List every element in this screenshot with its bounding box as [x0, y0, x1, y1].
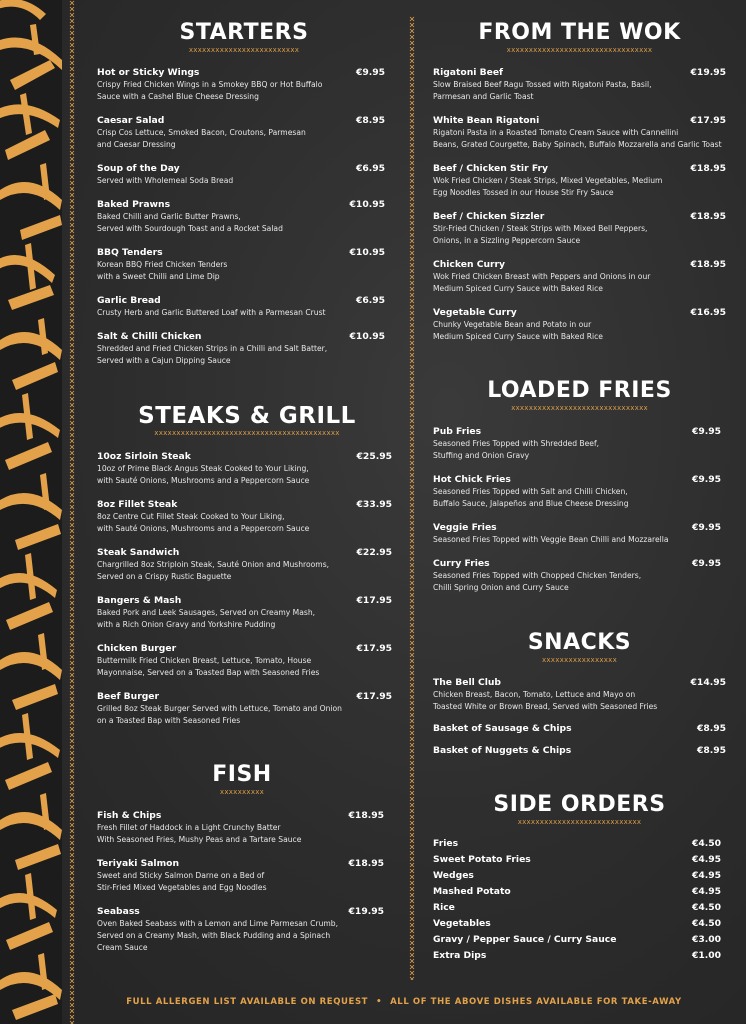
item-price: €18.95: [690, 259, 726, 270]
item-name: Chicken Curry: [433, 259, 506, 270]
steaks-section: [97, 403, 397, 438]
side-order-item: [433, 886, 721, 898]
item-price: €10.95: [349, 331, 385, 342]
menu-item: [97, 858, 384, 894]
item-name: 10oz Sirloin Steak: [97, 451, 191, 462]
item-name: Bangers & Mash: [97, 595, 182, 606]
item-description: Crisp Cos Lettuce, Smoked Bacon, Croutons, Parmesan and Caesar Dressing: [97, 128, 306, 149]
item-description: Stir-Fried Chicken / Steak Strips with Mixed Bell Peppers, Onions, in a Sizzling Peppercorn Sauce: [433, 224, 648, 245]
menu-item: [97, 199, 385, 235]
item-description: Baked Pork and Leek Sausages, Served on Creamy Mash, with a Rich Onion Gravy and Yorkshire Pudding: [97, 608, 316, 629]
menu-item: [97, 643, 392, 679]
item-name: Fries: [433, 838, 459, 849]
item-price: €4.95: [691, 854, 721, 865]
item-name: Salt & Chilli Chicken: [97, 331, 202, 342]
side-orders-section: [433, 792, 726, 827]
title-underline: xxxxxxxxxx: [219, 788, 265, 796]
item-name: The Bell Club: [433, 677, 501, 688]
item-price: €10.95: [349, 247, 385, 258]
menu-item: [97, 295, 385, 319]
menu-item: [97, 115, 385, 151]
side-order-item: [433, 870, 721, 882]
item-name: Garlic Bread: [97, 295, 161, 306]
item-price: €9.95: [691, 474, 721, 485]
fish-section: [97, 762, 387, 797]
menu-item: [97, 247, 385, 283]
item-price: €19.95: [348, 906, 384, 917]
starters-section: [97, 20, 391, 55]
menu-item: [433, 522, 721, 546]
item-price: €4.50: [691, 838, 721, 849]
item-name: Vegetables: [433, 918, 491, 929]
section-title: SNACKS: [527, 630, 632, 655]
item-price: €16.95: [690, 307, 726, 318]
item-description: 8oz Centre Cut Fillet Steak Cooked to Your Liking, with Sauté Onions, Mushrooms and a Peppercorn Sauce: [97, 512, 310, 533]
item-name: Veggie Fries: [433, 522, 497, 533]
item-description: Baked Chilli and Garlic Butter Prawns, Served with Sourdough Toast and a Rocket Salad: [97, 212, 283, 233]
menu-item: [433, 211, 726, 247]
item-name: Curry Fries: [433, 558, 490, 569]
item-description: Seasoned Fries Topped with Veggie Bean Chilli and Mozzarella: [433, 535, 669, 544]
item-price: €14.95: [690, 677, 726, 688]
menu-item: [433, 67, 726, 103]
tribal-pattern-border: [0, 0, 62, 1024]
footer-allergen-text: FULL ALLERGEN LIST AVAILABLE ON REQUEST: [126, 997, 369, 1007]
item-price: €18.95: [690, 211, 726, 222]
item-price: €4.95: [691, 870, 721, 881]
item-name: BBQ Tenders: [97, 247, 163, 258]
item-name: Baked Prawns: [97, 199, 171, 210]
item-description: Wok Fried Chicken Breast with Peppers and Onions in our Medium Spiced Curry Sauce with Baked Rice: [433, 272, 651, 293]
item-name: Beef / Chicken Sizzler: [433, 211, 545, 222]
menu-item: [433, 677, 726, 713]
item-name: Teriyaki Salmon: [97, 858, 179, 869]
item-name: Wedges: [433, 870, 474, 881]
item-description: Wok Fried Chicken / Steak Strips, Mixed Vegetables, Medium Egg Noodles Tossed in our House Stir Fry Sauce: [433, 176, 663, 197]
title-underline: xxxxxxxxxxxxxxxxxxxxxxxxxxxxxxxxx: [506, 46, 653, 54]
footer-separator: •: [376, 997, 383, 1007]
menu-item: [433, 745, 726, 757]
item-price: €3.00: [691, 934, 721, 945]
side-order-item: [433, 854, 721, 866]
item-description: Served with Wholemeal Soda Bread: [97, 176, 234, 185]
item-price: €4.95: [691, 886, 721, 897]
item-description: Rigatoni Pasta in a Roasted Tomato Cream Sauce with Cannellini Beans, Grated Courgette, Baby Spinach, Buffalo Mozzarella and Garlic Toast: [433, 128, 722, 149]
menu-item: [97, 163, 385, 187]
menu-item: [97, 547, 392, 583]
item-name: Steak Sandwich: [97, 547, 180, 558]
side-order-item: [433, 918, 721, 930]
menu-item: [97, 906, 384, 954]
item-description: Crusty Herb and Garlic Buttered Loaf with a Parmesan Crust: [97, 308, 326, 317]
item-name: White Bean Rigatoni: [433, 115, 540, 126]
title-underline: xxxxxxxxxxxxxxxxx: [541, 656, 618, 664]
footer-takeaway-text: ALL OF THE ABOVE DISHES AVAILABLE FOR TAKE-AWAY: [390, 997, 682, 1007]
menu-item: [433, 723, 726, 735]
section-title: FISH: [212, 762, 272, 787]
item-name: Gravy / Pepper Sauce / Curry Sauce: [433, 934, 617, 945]
menu-item: [97, 451, 392, 487]
item-price: €4.50: [691, 918, 721, 929]
item-description: Crispy Fried Chicken Wings in a Smokey BBQ or Hot Buffalo Sauce with a Cashel Blue Cheese Dressing: [97, 80, 323, 101]
item-price: €18.95: [690, 163, 726, 174]
title-underline: xxxxxxxxxxxxxxxxxxxxxxxxxxxx: [517, 818, 642, 826]
item-price: €17.95: [356, 691, 392, 702]
item-price: €8.95: [696, 723, 726, 734]
item-price: €25.95: [356, 451, 392, 462]
loaded-fries-section: [433, 378, 726, 413]
section-title: STEAKS & GRILL: [138, 403, 356, 429]
item-description: Korean BBQ Fried Chicken Tenders with a Sweet Chilli and Lime Dip: [97, 260, 228, 281]
item-name: Sweet Potato Fries: [433, 854, 531, 865]
item-name: Basket of Nuggets & Chips: [433, 745, 572, 756]
left-x-divider: [69, 0, 75, 1024]
item-price: €9.95: [355, 67, 385, 78]
item-name: Beef / Chicken Stir Fry: [433, 163, 549, 174]
item-name: Beef Burger: [97, 691, 160, 702]
menu-item: [433, 259, 726, 295]
item-description: Slow Braised Beef Ragu Tossed with Rigatoni Pasta, Basil, Parmesan and Garlic Toast: [433, 80, 652, 101]
menu-item: [433, 115, 726, 151]
item-description: Chicken Breast, Bacon, Tomato, Lettuce and Mayo on Toasted White or Brown Bread, Served with Seasoned Fries: [433, 690, 658, 711]
title-underline: xxxxxxxxxxxxxxxxxxxxxxxxxxxxxxx: [511, 404, 648, 412]
menu-item: [97, 331, 385, 367]
menu-item: [97, 810, 384, 846]
item-name: Basket of Sausage & Chips: [433, 723, 572, 734]
item-price: €17.95: [356, 643, 392, 654]
section-title: SIDE ORDERS: [493, 792, 666, 817]
menu-item: [97, 67, 385, 103]
item-price: €8.95: [355, 115, 385, 126]
item-price: €6.95: [355, 295, 385, 306]
item-description: Seasoned Fries Topped with Shredded Beef, Stuffing and Onion Gravy: [433, 439, 600, 460]
item-price: €17.95: [690, 115, 726, 126]
side-order-item: [433, 934, 721, 946]
item-price: €6.95: [355, 163, 385, 174]
item-price: €4.50: [691, 902, 721, 913]
item-description: 10oz of Prime Black Angus Steak Cooked to Your Liking, with Sauté Onions, Mushrooms and a Peppercorn Sauce: [97, 464, 310, 485]
wok-section: [433, 20, 726, 55]
side-order-item: [433, 950, 721, 962]
menu-item: [433, 426, 721, 462]
item-description: Chargrilled 8oz Striploin Steak, Sauté Onion and Mushrooms, Served on a Crispy Rustic Baguette: [97, 560, 330, 581]
section-title: STARTERS: [179, 20, 309, 45]
menu-item: [433, 307, 726, 343]
item-description: Seasoned Fries Topped with Chopped Chicken Tenders, Chilli Spring Onion and Curry Sauce: [433, 571, 642, 592]
item-price: €9.95: [691, 522, 721, 533]
menu-item: [97, 499, 392, 535]
title-underline: xxxxxxxxxxxxxxxxxxxxxxxxx: [188, 46, 300, 54]
item-description: Chunky Vegetable Bean and Potato in our Medium Spiced Curry Sauce with Baked Rice: [433, 320, 603, 341]
item-name: Caesar Salad: [97, 115, 165, 126]
item-price: €18.95: [348, 858, 384, 869]
item-description: Oven Baked Seabass with a Lemon and Lime Parmesan Crumb, Served on a Creamy Mash, with Black Pudding and a Spinach Cream Sauce: [97, 919, 339, 952]
item-name: 8oz Fillet Steak: [97, 499, 178, 510]
item-price: €8.95: [696, 745, 726, 756]
item-price: €10.95: [349, 199, 385, 210]
menu-item: [97, 595, 392, 631]
menu-item: [433, 163, 726, 199]
item-price: €22.95: [356, 547, 392, 558]
item-description: Fresh Fillet of Haddock in a Light Crunchy Batter With Seasoned Fries, Mushy Peas and a Tartare Sauce: [97, 823, 302, 844]
item-name: Seabass: [97, 906, 140, 917]
item-name: Rice: [433, 902, 455, 913]
item-price: €17.95: [356, 595, 392, 606]
item-price: €33.95: [356, 499, 392, 510]
item-description: Grilled 8oz Steak Burger Served with Lettuce, Tomato and Onion on a Toasted Bap with Seasoned Fries: [97, 704, 342, 725]
section-title: LOADED FRIES: [487, 378, 672, 403]
item-price: €9.95: [691, 558, 721, 569]
menu-item: [433, 558, 721, 594]
item-description: Buttermilk Fried Chicken Breast, Lettuce, Tomato, House Mayonnaise, Served on a Toasted Bap with Seasoned Fries: [97, 656, 320, 677]
item-name: Chicken Burger: [97, 643, 177, 654]
center-x-divider: [409, 16, 415, 980]
side-order-item: [433, 902, 721, 914]
side-order-item: [433, 838, 721, 850]
item-name: Fish & Chips: [97, 810, 162, 821]
item-description: Seasoned Fries Topped with Salt and Chilli Chicken, Buffalo Sauce, Jalapeños and Blue Cheese Dressing: [433, 487, 629, 508]
item-name: Vegetable Curry: [433, 307, 517, 318]
item-price: €18.95: [348, 810, 384, 821]
snacks-section: [433, 630, 726, 665]
item-name: Hot or Sticky Wings: [97, 67, 200, 78]
footer-notice: [62, 997, 746, 1007]
item-name: Soup of the Day: [97, 163, 180, 174]
title-underline: xxxxxxxxxxxxxxxxxxxxxxxxxxxxxxxxxxxxxxxxxx: [154, 429, 340, 437]
item-description: Sweet and Sticky Salmon Darne on a Bed of Stir-Fried Mixed Vegetables and Egg Noodles: [97, 871, 267, 892]
item-name: Mashed Potato: [433, 886, 511, 897]
item-name: Pub Fries: [433, 426, 482, 437]
item-price: €1.00: [691, 950, 721, 961]
item-name: Rigatoni Beef: [433, 67, 504, 78]
menu-item: [433, 474, 721, 510]
item-name: Hot Chick Fries: [433, 474, 511, 485]
section-title: FROM THE WOK: [478, 20, 681, 45]
menu-item: [97, 691, 392, 727]
item-name: Extra Dips: [433, 950, 487, 961]
item-price: €9.95: [691, 426, 721, 437]
item-description: Shredded and Fried Chicken Strips in a Chilli and Salt Batter, Served with a Cajun Dipping Sauce: [97, 344, 328, 365]
item-price: €19.95: [690, 67, 726, 78]
